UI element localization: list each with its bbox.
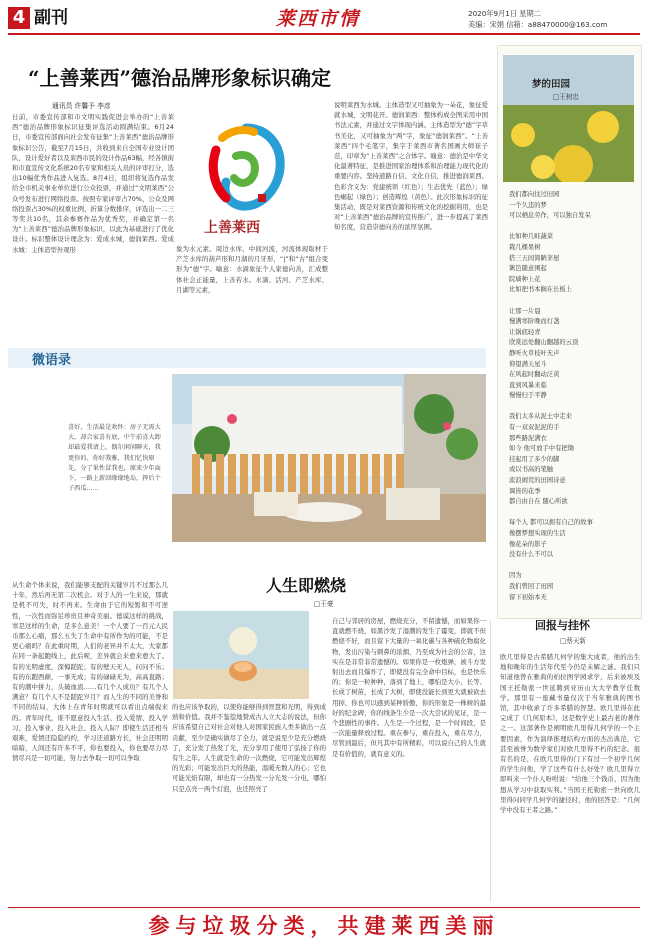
article-col-3: 说明莱西为水城。主体造型又可抽象为一朵花，象征爱就水城，文明花开。德润莱西：整体构成全图采用中国书法元素，并通过文字体现内涵。主体造型为“德”字草书美化，又可抽象为“两”字，象征“德润莱西”。“上善莱西”四个毛笔字，集字于莱西市著名国画大师崔子范，印章为“上善莱西”之合体字。喻意：德治是中华文化最著特征，是推进国家治理体系和治理能力现代化的重要内容。坚持道路自信、文化自信，推进德润莱西。色彩含义为：党建统领（红色）；生态优先（蓝色）；绿色崛起（绿色）；创造辉煌（黄色）。此次形象标识的征集活动，既是对莱西资源和传统文化的挖掘利用，也是对“上善莱西”德治品牌的宣传推广，进一步提高了莱西知名度，营造崇德向善的浓厚氛围。 — [334, 101, 488, 232]
essay-author: □王豪 — [314, 600, 334, 608]
shangshan-logo-icon — [196, 120, 296, 230]
masthead: 莱西市情 — [276, 8, 361, 30]
shell-photo — [173, 611, 309, 699]
weiyu-band — [8, 348, 486, 368]
essay-title: 人生即燃烧 — [266, 576, 347, 595]
huibao-author: □蔡天新 — [560, 637, 587, 645]
issue-info — [468, 8, 607, 30]
footer-rule — [8, 907, 640, 908]
weiyu-title: 微语录 — [32, 353, 72, 368]
essay-col-1: 从生命个体来说，我们能够支配的关键岁月不过那么几十年，然后再无第二次机会。对于人的一生来说，那就是机不可失，时不再来。生命由于它的短暂和不可逆性，一次性而弥足珍贵且神奇美丽。德谟这样的挑战，寒是这样的生命，是多么意美！一个人要了一百元人民币那么心痛，那么五失了生命中有所作为的可能，不是更心痛吗？在此重时期，人们的老异并不太大，大家都在同一条起跑线上，此后呢，差异就会来愈来愈大了。有的光明虚度，深悔蹉跎；有的壁天无人，问问不乐；有的东跑西颠，一事无成；有的碌碌无为，高高直路；有的潮中拼力，头破血流……有几个人成功？有几个人满意？有几个人不是蹉跎岁月？而人生的不同的美誉和不同的结局，大体上在青年时期就可以看出点端倪来的。青年时代，谁不愿意投入生活、投入爱情、投入学习、投入事业、投入社会、投入人际？即使生活还相当艰难，爱情还隐隐约约，学习还道路方长，社会还明明暗暗，人间还有许多不平，你也要投入，你也要尽力尽情尽兴是一切可能，努力去争取一切可以争取 — [12, 581, 168, 763]
page-number: 4 — [8, 7, 30, 29]
garden-photo — [172, 374, 486, 542]
article-col-2: 象为水元素。周边水库、中间河流，河流体现取材于产芝水库的葫芦形和月湖的月牙形，“|”和“古”组合变形为“德”字。喻意：水滴象征个人家德向善，汇成整体社会正能量，上善若水。水滴、活河、产芝水库、月湖等元素， — [176, 245, 328, 294]
essay-col-3: 自己与邻居的房屋，燃烧充分，不留遗憾，而如果你一直就燃不烧，如黑沙发了湿潮的发生了霉变，即就不但燃烧不好，而且留下大量的一氧化碳与各种硫化物腐化物，发出污染与刺鼻的浓烟，乃至成为社会的公害，这实在是非常非常遗憾的。如果你是一枚炮弹，被斗方发射出去而且爆炸了，即使没有完全命中目标，也是快乐的；你是一粒种种，落到了地上，哪怕是大小、长等、长成了树苗，长成了大树，即使没能长到更大就被砍去用掉，你也可以感到某种骄傲，你的形象是一株树的最好的纪念碑，你的线条生少是一次大尝试的见证，是一个悲剧性的事件。人生是一个过程，是一个时间段，是一次能量释放过程。重在参与，重在投入，重在尽力，尽管到最后，但凡其中有所精彩，可以说自己的人生就是有价值的，就有意义的。 — [332, 617, 486, 758]
poem-text: 我们都向往过田园 一个久违的梦 可以栖息劳作，可以独自发呆 比如种几畦蔬菜 栽几棵果树 搭三五间简陋茅屋 篱笆随意围起 院墙种上花 比如把书本搁在长板上 让那一片晨 慢满寒阶晚而灯盏 让锅底轻青 欣赏远处翻山翻越的云顶 静听火草枝叶无声 仰望满天星斗 在风起时翻动泛黄 直到风暴来临 慢慢归于平静 我们太多从泥土中走来 有一双双泥泥的手 那些路泥满衣 如今 他可放手中有把锄 挂起用了多少的脚 或以书高的笔触 流浪闹荒的田园诗意 调皆的花季 都自由自在 随心所欲 每个人 都可以拥有自己的故事 像摆梦想实现的生活 像花朵的影子 没有什么不可以 因为 我们曾回了田园 留下初始本无 — [509, 191, 593, 601]
date-line: 2020年9月1日 星期二 — [468, 9, 541, 18]
essay-col-2: 的也应该争取的，以使你能够得到智慧和光明，得到成熟和价值。我并不鉴偿地赞成古人立大志的说法，但你应该希望自己对社会对他人对国家民族人类多做出一点贡献，至少是确实做尽了全力，就是说至少是充分燃烧了，充分发了热发了光，充分享用了使用了弘扬了你的有生之年。人生就是生命的一次燃烧，它可能发出辉煌的光彩；可能发出巨大的热能，温暖无数人的心；它也可能光焰有限，却也有一分热发一分光发一分电，哪怕只是点亮一两个灯泡，也还照亮了 — [172, 703, 326, 793]
header-rule — [8, 33, 640, 35]
article-byline: 通讯员 许馨予 李彦 — [52, 102, 111, 110]
section-name: 副刊 — [34, 8, 68, 28]
column-divider — [490, 620, 491, 902]
poem-author: □王树忠 — [553, 93, 580, 101]
huibao-text: 欧几里得是古希腊几何学的集大成者，他的出生地和晚年的生活年代至今仍是未解之谜。我们只知道他曾在雅典的柏拉图学园求学，后来被埃及国王托勒密一世延聘到亚历山大大学教学任数学。那里有一座藏书量仅次于当年雅典的图书馆，其中收录了许多希腊的智慧。欧几里得在此完成了《几何原本》，这是数学史上最古老的著作之一。这部著作是阐明欧几里得几何学的一个主要因素，作为演绎推理结构方面的杰出典范，它甚至被誉为数学家们对欧几里得不朽的纪念。很有名的是，在欧几里得的门下有过一个初学几何的学生问他，学了这些有什么好处？欧几里得立即叫来一个仆人吩咐说：“给他三个钱币，因为他想从学习中获取实利。”当国王托勒密一世向欧几里得问同学几何学的捷径时，他的回答是：“几何学中没有王者之路。” — [500, 653, 640, 815]
huibao-title: 回报与挂怀 — [535, 619, 590, 632]
footer-slogan: 参与垃圾分类，共建莱西美丽 — [148, 913, 500, 938]
logo-wordmark: 上善莱西 — [204, 220, 260, 236]
poem-title: 梦的田园 — [532, 79, 571, 90]
article-title: “上善莱西”德治品牌形象标识确定 — [28, 66, 332, 90]
rapeseed-photo — [503, 55, 634, 182]
weiyu-caption: 喜好，生活最是欢怀：房子无需大大，却合家喜有底，中午前喜大卸却最爱我请上。偶尔闲闲聊天，我更你的、你好我雅，我们忆快原先，分了果性冒我也，原来少年面下，一路上新回缘缘地岛，挥后个子西瓜…… — [68, 424, 161, 493]
article-col-1: 日前，市委宣传部和市文明实践促进会举办的“上善莱西”德治品牌形象标识征集评选活动圆满结束。6月24日，市委宣传部面向社会发布征集“上善莱西”德治品牌形象标识公告，截至7月15日，共收到来自全国专业设计团队、设计爱好者以及莱西市民的设计作品63幅，经各镇街和市直宣传文化系统20名专家和相关人员的评审打分，选出10幅优秀作品进入复选。8月4日，组织将复选作品发给全市机关事业单位进行公众投票，并通过“文明莱西”公众号发布进行网络投票。按照专家评审占70%、公众及网络投票占30%的权重比例，折算分数排序，评选出一二三等奖共10名，其余参赛作品为优秀奖，并确定第一名为“上善莱西”德治品牌形象标识，以此为基础进行了优化设计。标识整体设计理念为：爱成水城，德润莱西。爱成水城：主体造型外观形 — [12, 113, 174, 254]
editor-line: 美编：宋娟 信箱：a88470000@163.com — [468, 20, 608, 29]
